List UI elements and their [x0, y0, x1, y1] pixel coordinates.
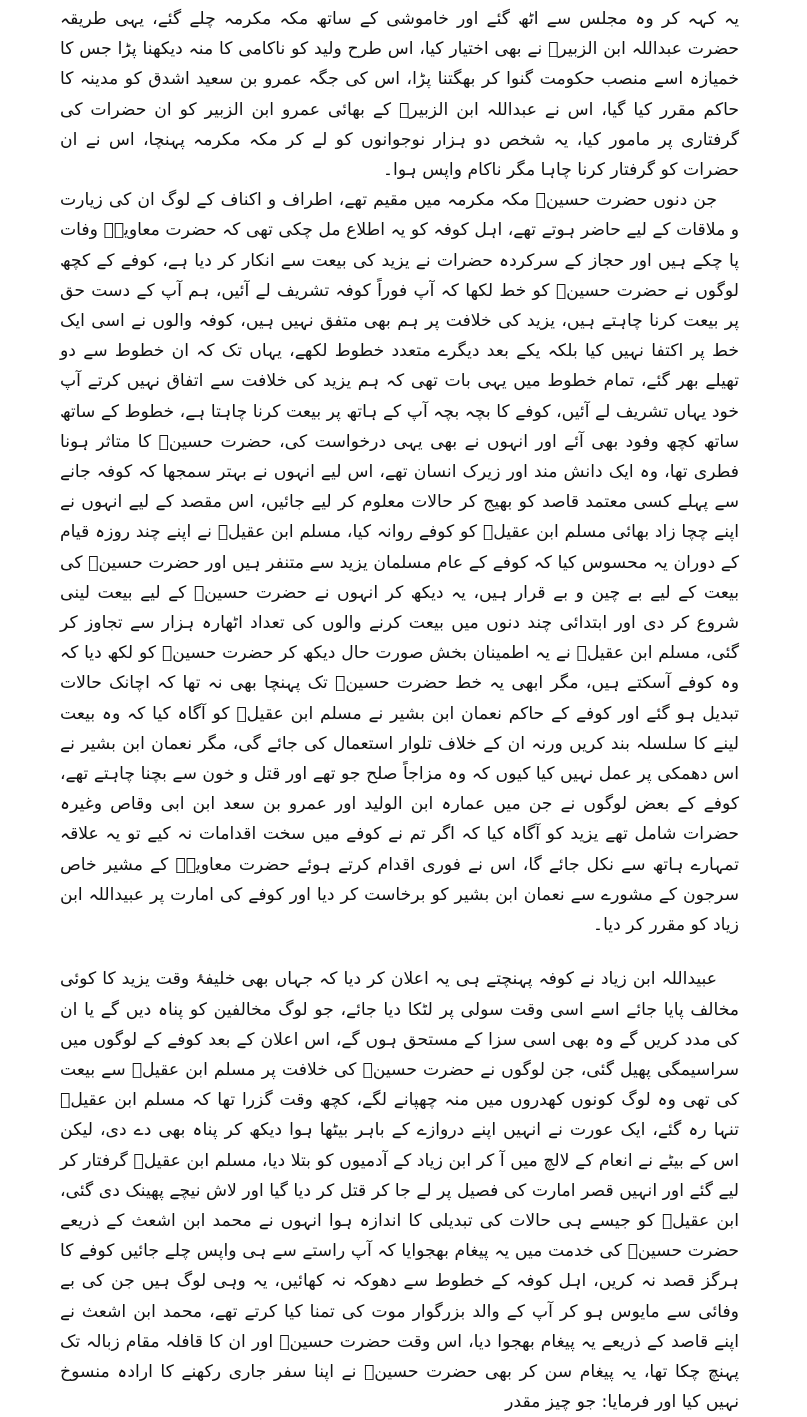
paragraph-1: یہ کہہ کر وہ مجلس سے اٹھ گئے اور خاموشی کے ساتھ مکہ مکرمہ چلے گئے، یہی طریقہ حضرت عبداللہ ابن الزبیرؓ نے بھی اختیار کیا، اس طرح ولید کو ناکامی کا منہ دیکھنا پڑا جس کا خمیازہ اسے منصب حکومت گنوا کر بھگتنا پڑا، اس کی جگہ عمرو بن سعید اشدق کو مدینہ کا حاکم مقرر کیا گیا، اس نے عبداللہ ابن الزبیرؓ کے بھائی عمرو ابن الزبیر کو ان حضرات کی گرفتاری پر مامور کیا، یہ شخص دو ہزار نوجوانوں کو لے کر مکہ مکرمہ پہنچا، اس نے ان حضرات کو گرفتار کرنا چاہا مگر ناکام واپس ہوا۔ [60, 9, 739, 181]
paragraph-3: عبیداللہ ابن زیاد نے کوفہ پہنچتے ہی یہ اعلان کر دیا کہ جہاں بھی خلیفۂ وقت یزید کا کوئی مخالف پایا جائے اسے اسی وقت سولی پر لٹکا دیا جائے، جو لوگ مخالفین کو پناہ دیں گے یا ان کی مدد کریں گے وہ بھی اسی سزا کے مستحق ہوں گے، اس اعلان کے بعد کوفے کے لوگوں میں سراسیمگی پھیل گئی، جن لوگوں نے حضرت حسینؓ کی خلافت پر مسلم ابن عقیلؓ سے بیعت کی تھی وہ لوگ کونوں کھدروں میں منہ چھپانے لگے، کچھ وقت گزرا تھا کہ مسلم ابن عقیلؓ تنہا رہ گئے، ایک عورت نے انہیں اپنے دروازے کے باہر بیٹھا ہوا دیکھ کر پناہ بھی دے دی، لیکن اس کے بیٹے نے انعام کے لالچ میں آ کر ابن زیاد کے آدمیوں کو بتلا دیا، مسلم ابن عقیلؓ گرفتار کر لیے گئے اور انہیں قصر امارت کی فصیل پر لے جا کر قتل کر دیا گیا اور لاش نیچے پھینک دی گئی، ابن عقیلؓ کو جیسے ہی حالات کی تبدیلی کا اندازہ ہوا انہوں نے محمد ابن اشعث کے ذریعے حضرت حسینؓ کی خدمت میں یہ پیغام بھجوایا کہ آپ راستے سے ہی واپس چلے جائیں کوفے کا ہرگز قصد نہ کریں، اہل کوفہ کے خطوط سے دھوکہ نہ کھائیں، یہ وہی لوگ ہیں جن کی بے وفائی سے مایوس ہو کر آپ کے والد بزرگوار موت کی تمنا کیا کرتے تھے، محمد ابن اشعث نے اپنے قاصد کے ذریعے یہ پیغام بھجوا دیا، اس وقت حضرت حسینؓ اور ان کا قافلہ مقام زبالہ تک پہنچ چکا تھا، یہ پیغام سن کر بھی حضرت حسینؓ نے اپنا سفر جاری رکھنے کا ارادہ منسوخ نہیں کیا اور فرمایا: جو چیز مقدر [60, 969, 739, 1413]
paragraph-gap [60, 940, 739, 964]
paragraph-2: جن دنوں حضرت حسینؓ مکہ مکرمہ میں مقیم تھے، اطراف و اکناف کے لوگ ان کی زیارت و ملاقات کے لیے حاضر ہوتے تھے، اہل کوفہ کو یہ اطلاع مل چکی تھی کہ حضرت معاویہؓ وفات پا چکے ہیں اور حجاز کے سرکردہ حضرات نے یزید کی بیعت سے انکار کر دیا ہے، کوفے کے کچھ لوگوں نے حضرت حسینؓ کو خط لکھا کہ آپ فوراً کوفہ تشریف لے آئیں، ہم آپ کے دست حق پر بیعت کرنا چاہتے ہیں، یزید کی خلافت پر ہم بھی متفق نہیں ہیں، کوفہ والوں نے اسی ایک خط پر اکتفا نہیں کیا بلکہ یکے بعد دیگرے متعدد خطوط لکھے، یہاں تک کہ ان خطوط سے دو تھیلے بھر گئے، تمام خطوط میں یہی بات تھی کہ ہم یزید کی خلافت سے اتفاق نہیں کرتے آپ خود یہاں تشریف لے آئیں، کوفے کا بچہ بچہ آپ کے ہاتھ پر بیعت کرنا چاہتا ہے، خطوط کے ساتھ ساتھ کچھ وفود بھی آئے اور انہوں نے بھی یہی درخواست کی، حضرت حسینؓ کا متاثر ہونا فطری تھا، وہ ایک دانش مند اور زیرک انسان تھے، اس لیے انہوں نے بہتر سمجھا کہ کوفہ جانے سے پہلے کسی معتمد قاصد کو بھیج کر حالات معلوم کر لیے جائیں، اس مقصد کے لیے انہوں نے اپنے چچا زاد بھائی مسلم ابن عقیلؓ کو کوفے روانہ کیا، مسلم ابن عقیلؓ نے اپنے چند روزہ قیام کے دوران یہ محسوس کیا کہ کوفے کے عام مسلمان یزید سے متنفر ہیں اور حضرت حسینؓ کی بیعت کے لیے بے چین و بے قرار ہیں، یہ دیکھ کر انہوں نے حضرت حسینؓ کے لیے بیعت لینی شروع کر دی اور ابتدائی چند دنوں میں بیعت کرنے والوں کی تعداد اٹھارہ ہزار سے تجاوز کر گئی، مسلم ابن عقیلؓ نے یہ اطمینان بخش صورت حال دیکھ کر حضرت حسینؓ کو لکھ دیا کہ وہ کوفے آسکتے ہیں، مگر ابھی یہ خط حضرت حسینؓ تک پہنچا بھی نہ تھا کہ اچانک حالات تبدیل ہو گئے اور کوفے کے حاکم نعمان ابن بشیر نے مسلم ابن عقیلؓ کو آگاہ کیا کہ وہ بیعت لینے کا سلسلہ بند کریں ورنہ ان کے خلاف تلوار استعمال کی جائے گی، مگر نعمان ابن بشیر نے اس دھمکی پر عمل نہیں کیا کیوں کہ وہ مزاجاً صلح جو تھے اور قتل و خون سے بچنا چاہتے تھے، کوفے کے بعض لوگوں نے جن میں عمارہ ابن الولید اور عمرو بن سعد ابن ابی وقاص وغیرہ حضرات شامل تھے یزید کو آگاہ کیا کہ اگر تم نے کوفے میں سخت اقدامات نہ کیے تو یہ علاقہ تمہارے ہاتھ سے نکل جائے گا، اس نے فوری اقدام کرتے ہوئے حضرت معاویہؓ کے مشیر خاص سرجون کے مشورے سے نعمان ابن بشیر کو برخاست کر دیا اور کوفے کی امارت پر عبیداللہ ابن زیاد کو مقرر کر دیا۔ [60, 190, 739, 936]
